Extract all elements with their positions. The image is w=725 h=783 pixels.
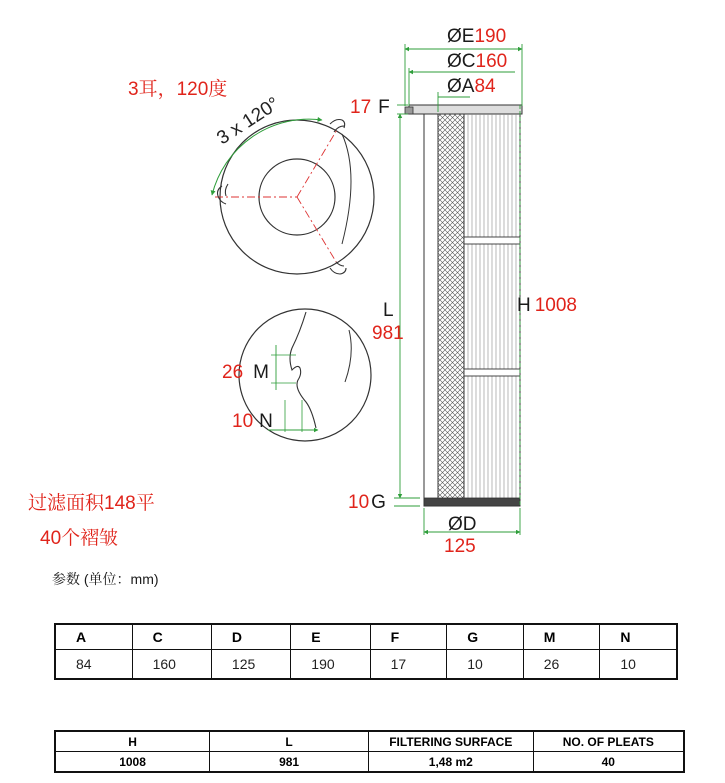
dimension-table [54,623,678,680]
dim-l-letter: L [383,300,394,321]
table-cell: 1,48 m2 [369,752,533,773]
dim-f: 17 F [350,97,390,118]
ears-note: 3耳，120度 [128,79,228,100]
dim-g: 10 G [348,492,386,513]
table-cell: 190 [291,650,370,680]
dim-h: H 1008 [517,295,578,316]
table-row [55,752,684,773]
table-header-cell: G [447,624,524,650]
dim-n: 10 N [232,411,273,432]
table-header-row [55,624,677,650]
table-header-cell: NO. OF PLEATS [533,731,684,752]
dim-e: ØE190 [447,26,507,47]
specification-table [54,730,685,773]
dim-a: ØA84 [447,76,496,97]
params-caption: 参数 (单位：mm) [52,571,159,587]
table-header-cell: L [210,731,369,752]
table-header-cell: E [291,624,370,650]
dim-d-value: 125 [444,536,476,557]
table-row [55,650,677,680]
table-header-cell: FILTERING SURFACE [369,731,533,752]
table-cell: 10 [600,650,677,680]
table-cell: 17 [370,650,447,680]
table-header-cell: M [523,624,600,650]
table-header-cell: C [132,624,211,650]
table-cell: 1008 [55,752,210,773]
table-header-cell: A [55,624,132,650]
table-cell: 160 [132,650,211,680]
top-view-flange [212,119,374,274]
table-cell: 10 [447,650,524,680]
table-cell: 40 [533,752,684,773]
table-cell: 84 [55,650,132,680]
dim-m: 26 M [222,362,269,383]
side-view-cartridge [405,105,522,506]
pleats-note: 40个褶皱 [40,528,119,549]
table-header-cell: D [211,624,290,650]
table-cell: 981 [210,752,369,773]
dim-c: ØC160 [447,51,508,72]
dim-l-value: 981 [372,323,404,344]
table-header-cell: H [55,731,210,752]
table-header-cell: N [600,624,677,650]
table-header-cell: F [370,624,447,650]
area-note: 过滤面积148平 [28,493,155,514]
table-header-row [55,731,684,752]
angle-label: 3 x 120° [213,93,284,150]
table-cell: 26 [523,650,600,680]
dim-d-letter: ØD [448,514,477,535]
table-cell: 125 [211,650,290,680]
